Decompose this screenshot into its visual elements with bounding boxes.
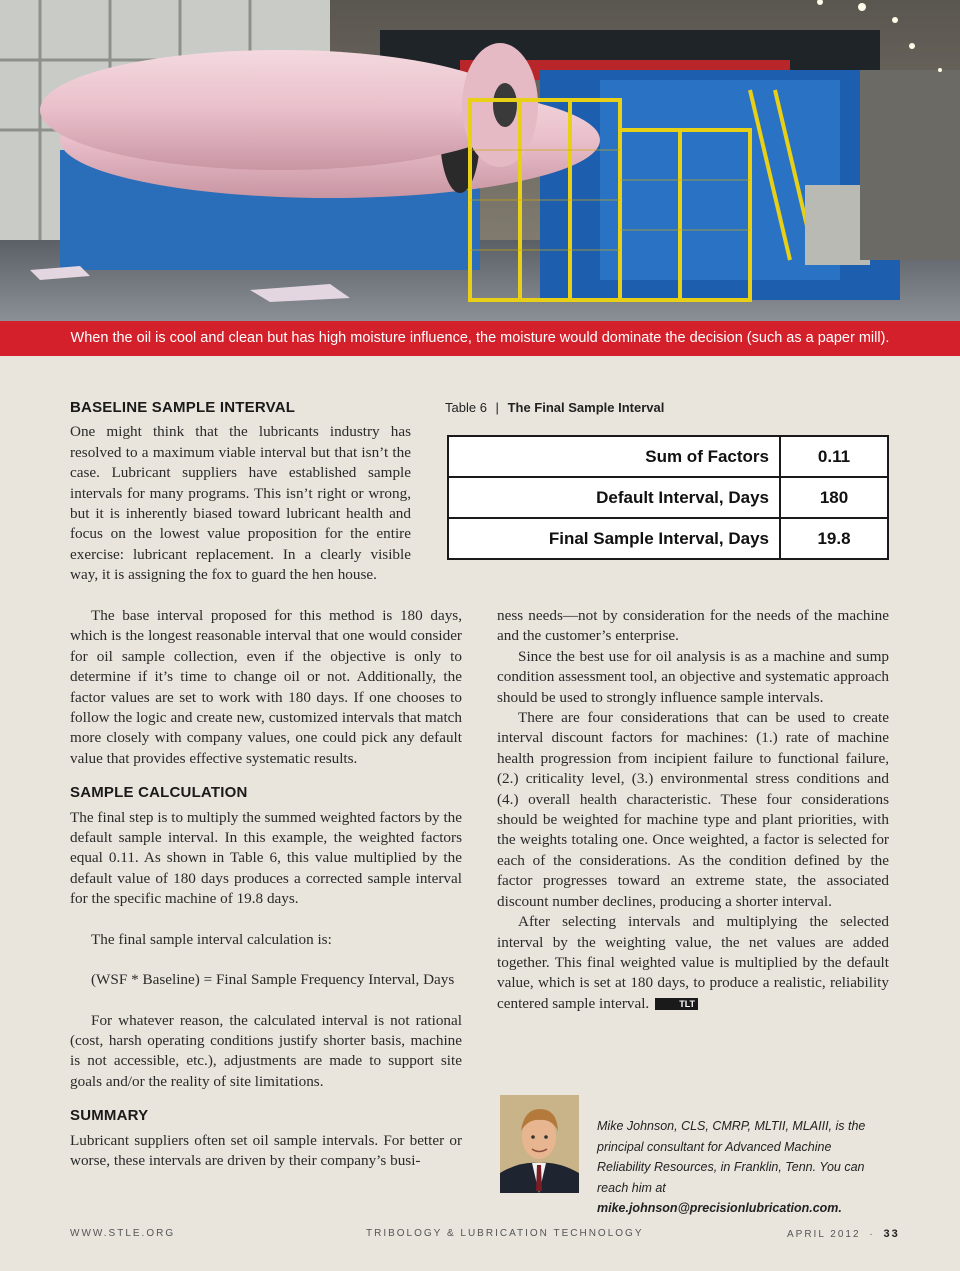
table-value: 19.8	[780, 518, 888, 559]
footer-date: APRIL 2012	[787, 1229, 861, 1240]
paragraph-text: After selecting intervals and multiplying the selected interval by the weighting value, the net values are added together. This final weighted value is multiplied by the default value, which is set at 180 days, to produce a realistic, reliability centered sample interval.	[497, 913, 889, 1012]
paper-mill-photo	[0, 0, 960, 321]
tlt-end-mark: TLT	[655, 998, 698, 1010]
heading-baseline-sample-interval: BASELINE SAMPLE INTERVAL	[70, 399, 296, 416]
table-row	[448, 436, 888, 477]
paragraph: Lubricant suppliers often set oil sample intervals. For better or worse, these intervals are driven by their company’s busi-	[70, 1131, 462, 1169]
paragraph	[497, 912, 889, 1014]
heading-sample-calculation: SAMPLE CALCULATION	[70, 784, 248, 802]
paragraph: The final step is to multiply the summed weighted factors by the default sample interval. In this example, the weighted factors equal 0.11. As shown in Table 6, this value multiplied by the default value of 180 days produces a corrected sample interval for the specific machine of 19.8 days.	[70, 808, 462, 908]
table-row	[448, 477, 888, 518]
table-label: Table 6	[445, 400, 487, 415]
heading-summary: SUMMARY	[70, 1107, 149, 1125]
paragraph: There are four considerations that can be used to create interval discount factors for machines: (1.) rate of machine health progression from incipient failure to functional failure, (2.) criticality level, (3.) environmental stress conditions and (4.) overall health characteristic. These four considerations should be weighted for machine type and plant priorities, with the weights totaling one. Once weighted, a factor is selected for each of the considerations. As the condition defined by the factor progresses toward an extreme state, the associated discount number declines, producing a shorter interval.	[497, 709, 889, 910]
page-number: 33	[883, 1228, 900, 1240]
table-value: 180	[780, 477, 888, 518]
table-key: Default Interval, Days	[448, 477, 780, 518]
paragraph: For whatever reason, the calculated interval is not rational (cost, harsh operating conditions justify shorter basis, machine is not accessible, etc.), adjustments are made to support site goals and/or the reality of site limitations.	[70, 1011, 462, 1090]
bio-text: Mike Johnson, CLS, CMRP, MLTII, MLAIII, is the principal consultant for Advanced Machine Reliability Resources, in Franklin, Tenn. You can reach him at	[597, 1119, 866, 1195]
photo-caption: When the oil is cool and clean but has high moisture influence, the moisture would dominate the decision (such as a paper mill).	[0, 321, 960, 356]
table-key: Final Sample Interval, Days	[448, 518, 780, 559]
paragraph: One might think that the lubricants industry has resolved to a maximum viable interval but that isn’t the case. Lubricant suppliers have established sample intervals for many programs. This isn’t right or wrong, but it is inherently biased toward lubricant health and focus on the lowest value proposition for the entire exercise: lubricant replacement. In a clearly visible way, it is assigning the fox to guard the hen house.	[70, 423, 411, 584]
final-sample-interval-table	[447, 435, 889, 560]
formula: (WSF * Baseline) = Final Sample Frequency Interval, Days	[91, 971, 455, 989]
footer-publication: TRIBOLOGY & LUBRICATION TECHNOLOGY	[366, 1228, 644, 1239]
footer-issue: APRIL 2012 · 33	[787, 1228, 900, 1240]
paragraph: Since the best use for oil analysis is as a machine and sump condition assessment tool, an objective and systematic approach should be used to strongly influence sample intervals.	[497, 647, 889, 706]
footer-website[interactable]: WWW.STLE.ORG	[70, 1228, 176, 1239]
table-caption: The Final Sample Interval	[507, 400, 665, 415]
table-title: Table 6 | The Final Sample Interval	[445, 400, 665, 415]
paragraph: ness needs—not by consideration for the needs of the machine and the customer’s enterprise.	[497, 607, 889, 645]
author-email-link[interactable]: mike.johnson@precisionlubrication.com.	[597, 1201, 842, 1216]
author-bio	[597, 1116, 887, 1219]
author-portrait	[500, 1095, 579, 1193]
left-column-bottom	[70, 606, 462, 1171]
table-value: 0.11	[780, 436, 888, 477]
left-column-top	[70, 398, 411, 586]
table-key: Sum of Factors	[448, 436, 780, 477]
table-row	[448, 518, 888, 559]
paragraph: The final sample interval calculation is:	[91, 930, 332, 948]
paragraph: The base interval proposed for this method is 180 days, which is the longest reasonable interval that one would consider for oil sample collection, even if the objective is only to determine if it’s time to change oil or not. Additionally, the factor values are set to work with 180 days. If one chooses to follow the logic and create new, customized intervals that match more closely with company values, one could pick any default value that provides effective systematic results.	[70, 607, 462, 767]
right-column	[497, 606, 889, 1014]
